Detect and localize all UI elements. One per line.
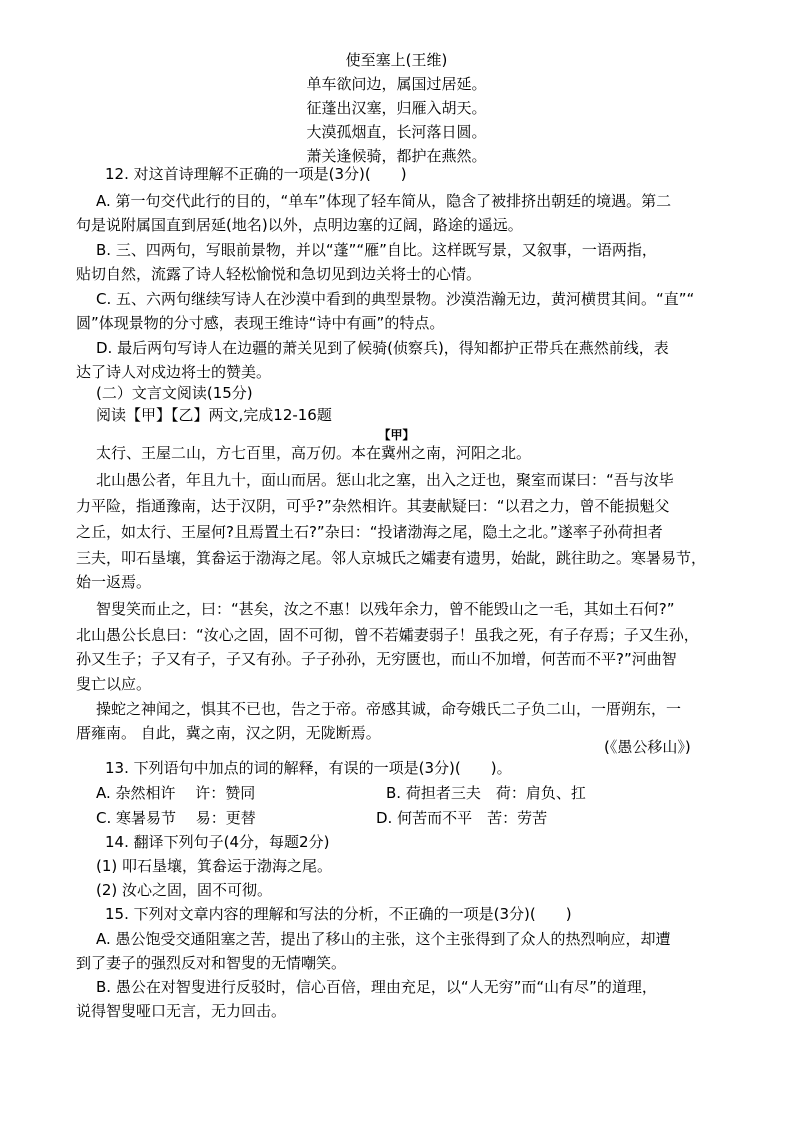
poem-line-3: 大漠孤烟直，长河落日圆。 (306, 123, 487, 141)
passage-source: (《愚公移山》) (604, 738, 691, 756)
passage-line-9: 孙又生子；子又有子，子又有孙。子子孙孙，无穷匮也，而山不加增，何苦而不平?”河曲智 (76, 650, 677, 668)
passage-line-4: 之丘，如太行、王屋何?且焉置土石?”杂曰：“投诸渤海之尾，隐土之北。”遂率子孙荷担者 (76, 523, 663, 541)
q13-option-d: D. 何苦而不平 苦：劳苦 (376, 809, 548, 827)
q13-stem: 13. 下列语句中加点的词的解释，有误的一项是(3分)( )。 (105, 759, 512, 777)
q14-sentence-1: (1) 叩石垦壤，箕畚运于渤海之尾。 (96, 857, 333, 875)
q15-option-a-line1: A. 愚公饱受交通阻塞之苦，提出了移山的主张，这个主张得到了众人的热烈响应，却遭 (96, 930, 671, 948)
q15-option-b-line1: B. 愚公在对智叟进行反驳时，信心百倍，理由充足，以“人无穷”而“山有尽”的道理， (96, 978, 657, 996)
passage-line-5: 三夫，叩石垦壤，箕畚运于渤海之尾。邻人京城氏之孀妻有遗男，始龀，跳往助之。寒暑易节， (76, 549, 707, 567)
section-instruction: 阅读【甲】【乙】两文,完成12-16题 (96, 406, 332, 424)
q12-option-d-line2: 达了诗人对戍边将士的赞美。 (76, 363, 272, 381)
q12-option-a-line2: 句是说附属国直到居延(地名)以外，点明边塞的辽阔，路途的遥远。 (76, 216, 523, 234)
passage-line-1: 太行、王屋二山，方七百里，高万仞。本在冀州之南，河阳之北。 (96, 444, 532, 462)
passage-line-7: 智叟笑而止之，曰：“甚矣，汝之不惠！以残年余力，曾不能毁山之一毛，其如土石何?” (96, 600, 675, 618)
q15-option-a-line2: 到了妻子的强烈反对和智叟的无情嘲笑。 (76, 954, 347, 972)
passage-line-12: 厝雍南。 自此，冀之南，汉之阴，无陇断焉。 (76, 724, 381, 742)
q12-option-a-line1: A. 第一句交代此行的目的，“单车”体现了轻车简从，隐含了被排挤出朝廷的境遇。第二 (96, 192, 672, 210)
q15-option-b-line2: 说得智叟哑口无言，无力回击。 (76, 1002, 287, 1020)
poem-line-2: 征蓬出汉塞，归雁入胡天。 (306, 99, 487, 117)
q12-option-d-line1: D. 最后两句写诗人在边疆的萧关见到了候骑(侦察兵)，得知都护正带兵在燕然前线，表 (96, 339, 669, 357)
q13-option-c: C. 寒暑易节 易：更替 (96, 809, 256, 827)
q13-option-b: B. 荷担者三夫 荷：肩负、扛 (386, 784, 586, 802)
passage-line-2: 北山愚公者，年且九十，面山而居。惩山北之塞，出入之迂也，聚室而谋曰：“吾与汝毕 (96, 471, 674, 489)
q14-stem: 14. 翻译下列句子(4分，每题2分) (105, 833, 330, 851)
q12-option-c-line1: C. 五、六两句继续写诗人在沙漠中看到的典型景物。沙漠浩瀚无边，黄河横贯其间。“直”“ (96, 290, 695, 308)
q13-option-a: A. 杂然相许 许：赞同 (96, 784, 256, 802)
passage-line-6: 始一返焉。 (76, 573, 152, 591)
q12-stem: 12. 对这首诗理解不正确的一项是(3分)( ) (105, 165, 407, 183)
q14-sentence-2: (2) 汝心之固，固不可彻。 (96, 881, 273, 899)
passage-line-10: 叟亡以应。 (76, 675, 152, 693)
poem-line-4: 萧关逢候骑，都护在燕然。 (306, 147, 487, 165)
passage-line-8: 北山愚公长息曰：“汝心之固，固不可彻，曾不若孀妻弱子！虽我之死，有子存焉；子又生孙， (76, 626, 699, 644)
q12-option-b-line2: 贴切自然，流露了诗人轻松愉悦和急切见到边关将士的心情。 (76, 265, 482, 283)
passage-line-3: 力平险，指通豫南，达于汉阴，可乎?”杂然相许。其妻献疑曰：“以君之力，曾不能损魁父 (76, 497, 670, 515)
q15-stem: 15. 下列对文章内容的理解和写法的分析，不正确的一项是(3分)( ) (105, 905, 572, 923)
passage-jia-label: 【甲】 (378, 428, 415, 442)
passage-line-11: 操蛇之神闻之，惧其不已也，告之于帝。帝感其诚，命夸娥氏二子负二山，一厝朔东，一 (96, 700, 682, 718)
poem-line-1: 单车欲问边，属国过居延。 (306, 75, 487, 93)
poem-title: 使至塞上(王维) (345, 51, 448, 69)
section-heading: (二）文言文阅读(15分) (96, 384, 253, 402)
q12-option-c-line2: 圆”体现景物的分寸感，表现王维诗“诗中有画”的特点。 (76, 314, 445, 332)
q12-option-b-line1: B. 三、四两句，写眼前景物，并以“蓬”“雁”自比。这样既写景，又叙事，一语两指， (96, 241, 657, 259)
